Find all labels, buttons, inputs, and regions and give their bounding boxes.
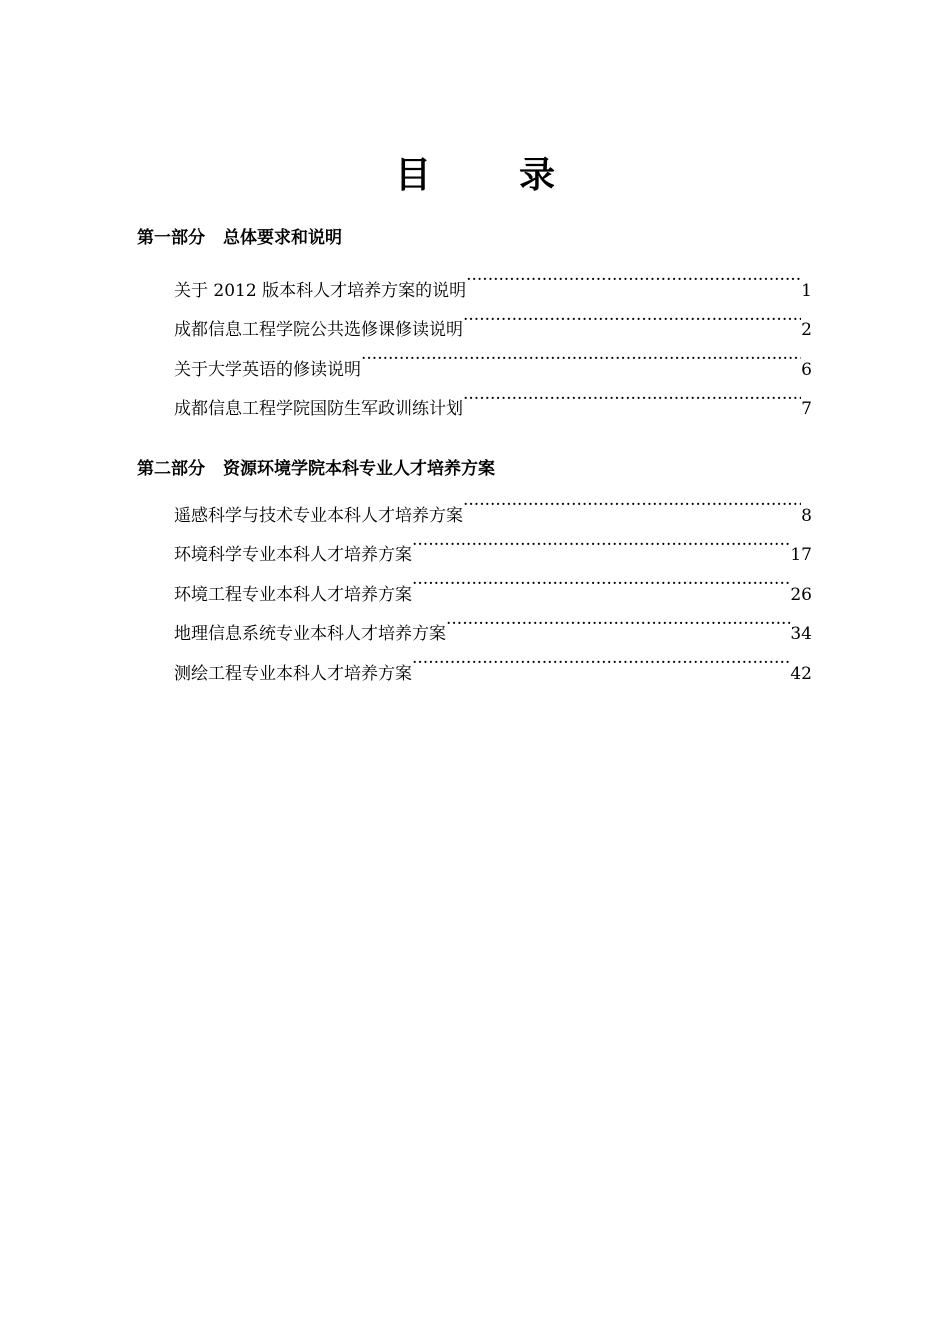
dot-leader [463,375,801,415]
section-part-label: 第一部分 [137,228,205,248]
section-title: 总体要求和说明 [223,228,342,248]
toc-entry-page: 42 [790,663,812,684]
dot-leader [412,639,790,679]
toc-entry-label: 测绘工程专业本科人才培养方案 [174,663,412,684]
dot-leader [361,335,801,375]
dot-leader [412,521,790,561]
toc-entry-page: 26 [790,584,812,605]
toc-title: 目 录 [394,154,581,196]
toc-entry-label: 环境科学专业本科人才培养方案 [174,545,412,565]
toc-entry-label: 关于 2012 版本科人才培养方案的说明 [174,280,467,301]
toc-entry-label: 关于大学英语的修读说明 [174,359,361,380]
toc-entry-label: 地理信息系统专业本科人才培养方案 [174,624,446,644]
toc-entry-page: 2 [801,320,812,340]
toc-entry-page: 7 [801,399,812,419]
toc-entry[interactable] [174,256,812,301]
toc-entry-page: 1 [801,280,812,301]
section-heading [137,457,812,481]
toc-entries [174,481,812,684]
section-part-label: 第二部分 [137,459,205,479]
toc-entry-label: 成都信息工程学院公共选修课修读说明 [174,320,463,340]
dot-leader [466,256,801,296]
toc-entry-label: 环境工程专业本科人才培养方案 [174,584,412,605]
dot-leader [463,296,801,336]
toc-section-1 [137,226,812,419]
toc-entry-page: 6 [801,359,812,380]
toc-entry[interactable] [174,481,812,526]
dot-leader [446,600,790,640]
toc-entry-page: 34 [790,624,812,644]
toc-entry-label: 成都信息工程学院国防生军政训练计划 [174,399,463,419]
section-heading [137,226,812,250]
toc-entry-page: 17 [790,545,812,565]
toc-entry-page: 8 [801,505,812,526]
dot-leader [412,560,790,600]
toc-entries [174,256,812,419]
section-title: 资源环境学院本科专业人才培养方案 [223,459,495,479]
dot-leader [463,481,801,521]
toc-entry-label: 遥感科学与技术专业本科人才培养方案 [174,505,463,526]
toc-section-2 [137,457,812,684]
